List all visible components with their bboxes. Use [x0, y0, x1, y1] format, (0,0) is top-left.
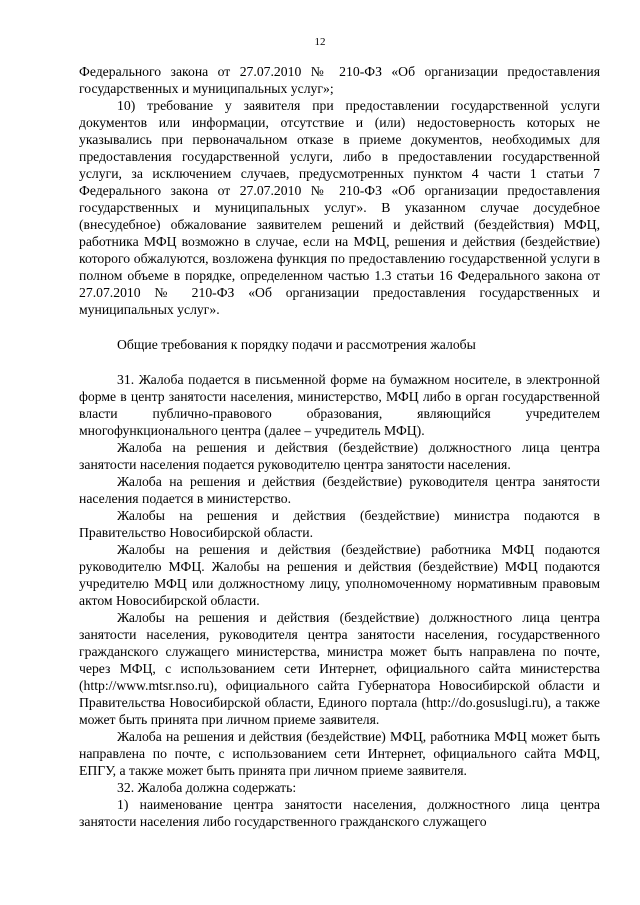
- paragraph-complaint-official: Жалоба на решения и действия (бездействие) должностного лица центра занятости населения подается руководителю центра занятости населения.: [79, 440, 600, 472]
- paragraph-complaint-channels: Жалобы на решения и действия (бездействие) должностного лица центра занятости населения, руководителя центра занятости населения, государственного гражданского служащего министерства, министра может быть направлена по почте, через МФЦ, с использованием сети Интернет, официального сайта министерства (http://www.mtsr.nso.ru), официального сайта Губернатора Новосибирской области и Правительства Новосибирской области, Единого портала (http://do.gosuslugi.ru), а также может быть принята при личном приеме заявителя.: [79, 610, 600, 727]
- document-body: [79, 63, 600, 830]
- paragraph-law-reference: Федерального закона от 27.07.2010 № 210-ФЗ «Об организации предоставления государственных и муниципальных услуг»;: [79, 64, 600, 96]
- paragraph-32: 32. Жалоба должна содержать:: [117, 780, 297, 795]
- paragraph-32-item-1: 1) наименование центра занятости населения, должностного лица центра занятости населения либо государственного гражданского служащего: [79, 797, 600, 829]
- section-heading: Общие требования к порядку подачи и рассмотрения жалобы: [117, 337, 476, 352]
- paragraph-item-10: 10) требование у заявителя при предоставлении государственной услуги документов или информации, отсутствие и (или) недостоверность которых не указывались при первоначальном отказе в приеме документов, необходимых для предоставления государственной услуги, либо в предоставлении государственной услуги, за исключением случаев, предусмотренных пунктом 4 части 1 статьи 7 Федерального закона от 27.07.2010 № 210-ФЗ «Об организации предоставления государственных и муниципальных услуг». В указанном случае досудебное (внесудебное) обжалование заявителем решений и действий (бездействия) МФЦ, работника МФЦ возможно в случае, если на МФЦ, решения и действия (бездействие) которого обжалуются, возложена функция по предоставлению государственной услуги в полном объеме в порядке, определенном частью 1.3 статьи 16 Федерального закона от 27.07.2010 № 210-ФЗ «Об организации предоставления государственных и муниципальных услуг».: [79, 98, 600, 317]
- spacer: [79, 353, 600, 371]
- paragraph-complaint-mfc-worker: Жалобы на решения и действия (бездействие) работника МФЦ подаются руководителю МФЦ. Жалобы на решения и действия (бездействие) МФЦ подаются учредителю МФЦ или должностному лицу, уполномоченному нормативным правовым актом Новосибирской области.: [79, 542, 600, 608]
- page-number: 12: [314, 36, 326, 48]
- paragraph-31: 31. Жалоба подается в письменной форме на бумажном носителе, в электронной форме в центр занятости населения, министерство, МФЦ либо в орган государственной власти публично-правового образования, являющийся учредителем многофункционального центра (далее – учредитель МФЦ).: [79, 372, 600, 438]
- spacer: [79, 318, 600, 336]
- paragraph-complaint-mfc-channels: Жалоба на решения и действия (бездействие) МФЦ, работника МФЦ может быть направлена по почте, с использованием сети Интернет, официального сайта МФЦ, ЕПГУ, а также может быть принята при личном приеме заявителя.: [79, 729, 600, 778]
- paragraph-complaint-head: Жалоба на решения и действия (бездействие) руководителя центра занятости населения подается в министерство.: [79, 474, 600, 506]
- paragraph-complaint-minister: Жалобы на решения и действия (бездействие) министра подаются в Правительство Новосибирской области.: [79, 508, 600, 540]
